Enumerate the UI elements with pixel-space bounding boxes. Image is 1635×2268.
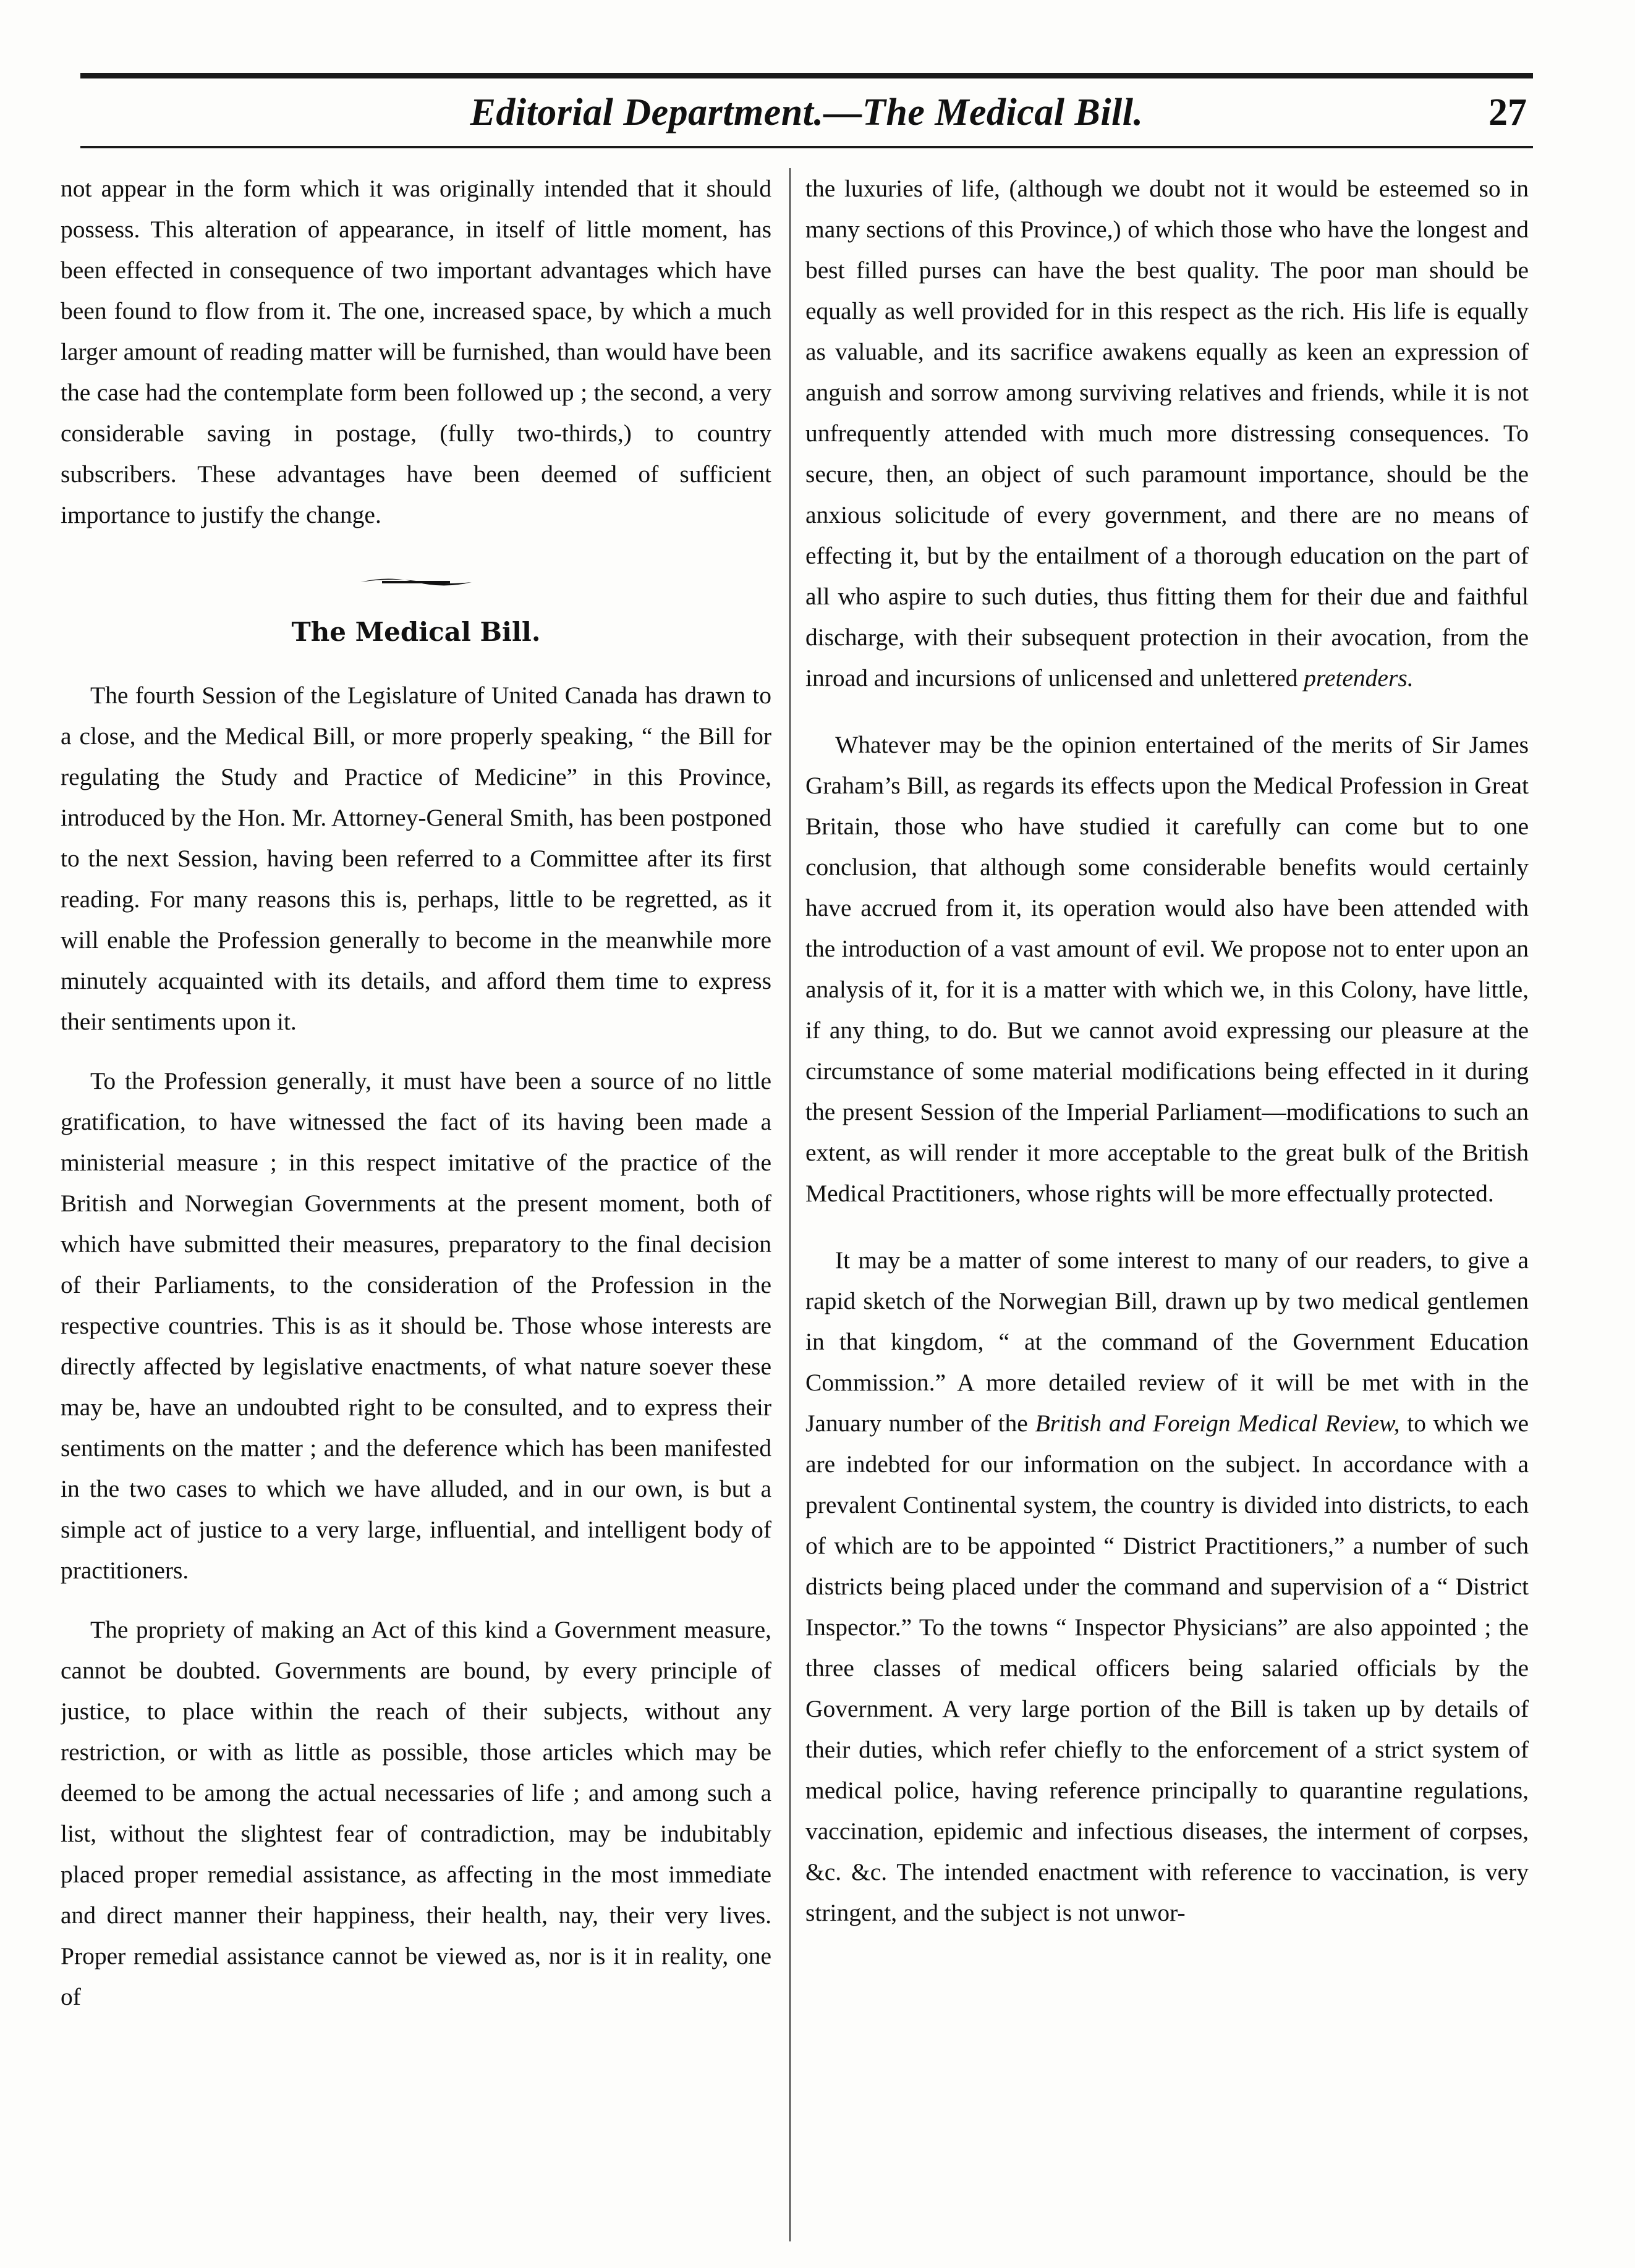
paragraph [805, 1240, 1529, 1933]
column-divider [789, 168, 791, 2241]
paragraph: The fourth Session of the Legislature of United Canada has drawn to a close, and the Medical Bill, or more properly speaking, “ the Bill for regulating the Study and Practice of Medicine” in this Province, introduced by the Hon. Mr. Attorney-General Smith, has been postponed to the next Session, having been referred to a Committee after its first reading. For many reasons this is, perhaps, little to be regretted, as it will enable the Profession generally to become in the meanwhile more minutely acquainted with its details, and afford them time to express their sentiments upon it. [61, 682, 771, 1035]
paragraph-text: It may be a matter of some interest to many of our readers, to give a rapid sketch of the Norwegian Bill, drawn up by two medical gentlemen in that kingdom, “ at the command of the Government Education Commission.” A more detailed review of it will be met with in the January number of the [805, 1246, 1529, 1437]
continued-paragraph [805, 168, 1529, 698]
continued-text: the luxuries of life, (although we doubt not it would be esteemed so in many sections of this Province,) of which those who have the longest and best filled purses can have the best quality. The poor man should be equally as well provided for in this respect as the rich. His life is equally as valuable, and its sacrifice awakens equally as keen an expression of anguish and sorrow among surviving relatives and friends, while it is not unfrequently attended with much more distressing consequences. To secure, then, an object of such paramount importance, should be the anxious solicitude of every government, and there are no means of effecting it, but by the entailment of a thorough education on the part of all who aspire to such duties, thus fitting them for their due and faithful discharge, with their subsequent protection in their avocation, from the inroad and incursions of unlicensed and unlettered [805, 175, 1529, 692]
right-column [805, 168, 1529, 2241]
head-rule [80, 146, 1533, 148]
running-title: Editorial Department.—The Medical Bill. [470, 91, 1144, 133]
paragraph-text: to which we are indebted for our information on the subject. In accordance with a prevalent Continental system, the country is divided into districts, to each of which are to be appointed “ District Practitioners,” a number of such districts being placed under the command and supervision of a “ District Inspector.” To the towns “ Inspector Physicians” are also appointed ; the three classes of medical officers being salaried officials by the Government. A very large portion of the Bill is taken up by details of their duties, which refer chiefly to the enforcement of a strict system of medical police, having reference principally to quarantine regulations, vaccination, epidemic and infectious diseases, the interment of corpses, &c. &c. The intended enactment with reference to vaccination, is very stringent, and the subject is not unwor- [805, 1410, 1529, 1926]
top-rule [80, 73, 1533, 78]
left-column [61, 168, 771, 2241]
continued-paragraph: not appear in the form which it was originally intended that it should possess. This alteration of appearance, in itself of little moment, has been effected in consequence of two important advantages which have been found to flow from it. The one, increased space, by which a much larger amount of reading matter will be furnished, than would have been the case had the contemplate form been followed up ; the second, a very considerable saving in postage, (fully two-thirds,) to country subscribers. These advantages have been deemed of sufficient importance to justify the change. [61, 175, 771, 528]
paragraph: To the Profession generally, it must have been a source of no little gratification, to have witnessed the fact of its having been made a ministerial measure ; in this respect imitative of the practice of the British and Norwegian Governments at the present moment, both of which have submitted their measures, preparatory to the final decision of their Parliaments, to the consideration of the Profession in the respective countries. This is as it should be. Those whose interests are directly affected by legislative enactments, of what nature soever these may be, have an undoubted right to be consulted, and to express their sentiments on the matter ; and the deference which has been manifested in the two cases to which we have alluded, and in our own, is but a simple act of justice to a very large, influential, and intelligent body of practitioners. [61, 1067, 771, 1584]
section-ornament-icon [61, 564, 771, 601]
paragraph: Whatever may be the opinion entertained of the merits of Sir James Graham’s Bill, as regards its effects upon the Medical Profession in Great Britain, those who have studied it carefully can come but to one conclusion, that although some considerable benefits would certainly have accrued from it, its operation would also have been attended with the introduction of a vast amount of evil. We propose not to enter upon an analysis of it, for it is a matter with which we, in this Colony, have little, if any thing, to do. But we cannot avoid expressing our pleasure at the circumstance of some material modifications being effected in it during the present Session of the Imperial Parliament—modifications to such an extent, as will render it more acceptable to the great bulk of the British Medical Practitioners, whose rights will be more effectually protected. [805, 731, 1529, 1207]
section-title: The Medical Bill. [291, 617, 541, 647]
paragraph: The propriety of making an Act of this kind a Government measure, cannot be doubted. Governments are bound, by every principle of justice, to place within the reach of their subjects, without any restriction, or with as little as possible, those articles which may be deemed to be among the actual necessaries of life ; and among such a list, without the slightest fear of contradiction, may be indubitably placed proper remedial assistance, as affecting in the most immediate and direct manner their happiness, their health, nay, their very lives. Proper remedial assistance cannot be viewed as, nor is it in reality, one of [61, 1616, 771, 2010]
journal-title: British and Foreign Medical Review, [1035, 1410, 1400, 1437]
continued-text-end: pretenders. [1304, 664, 1414, 692]
page-number: 27 [1488, 91, 1527, 133]
running-head [80, 87, 1533, 142]
